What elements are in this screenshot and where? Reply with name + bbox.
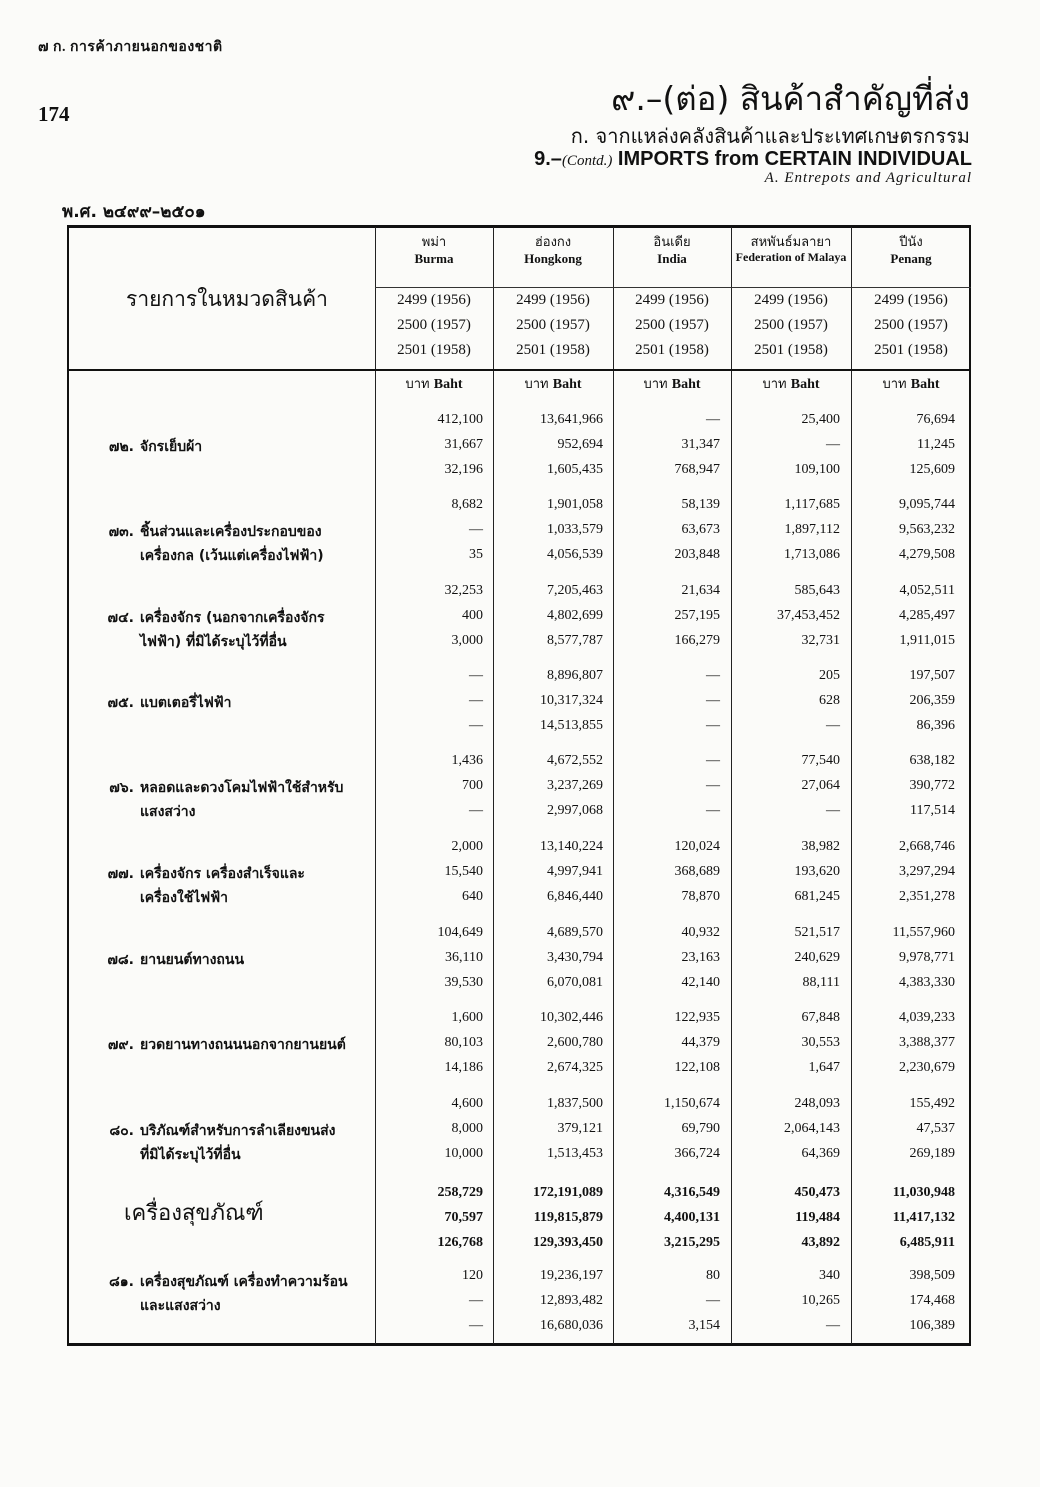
row-code: ๗๗. xyxy=(107,866,134,882)
table-cell: 12,893,482 xyxy=(540,1293,603,1308)
table-cell: 4,689,570 xyxy=(547,925,603,940)
table-cell: 120,024 xyxy=(674,839,720,854)
row-label-line: เครื่องกล (เว้นแต่เครื่องไฟฟ้า) xyxy=(140,548,324,564)
table-cell: 1,713,086 xyxy=(784,547,840,562)
table-cell: 122,935 xyxy=(674,1010,720,1025)
table-cell: 379,121 xyxy=(557,1121,603,1136)
table-cell: 4,279,508 xyxy=(899,547,955,562)
table-cell: 16,680,036 xyxy=(540,1318,603,1333)
column-divider xyxy=(613,227,614,1344)
row-label-line xyxy=(94,776,343,800)
year-label: 2500 (1957) xyxy=(516,317,590,333)
column-header-thai: พม่า xyxy=(421,235,447,250)
table-cell: 952,694 xyxy=(557,437,603,452)
table-cell: 6,070,081 xyxy=(547,975,603,990)
unit-label xyxy=(613,373,731,394)
column-header-hongkong xyxy=(493,235,613,267)
row-code: ๗๖. xyxy=(109,780,134,796)
table-cell: 768,947 xyxy=(674,462,720,477)
table-cell: 8,896,807 xyxy=(547,668,603,683)
table-row xyxy=(94,1270,348,1318)
column-header-english: Hongkong xyxy=(524,251,582,266)
unit-thai: บาท xyxy=(762,377,791,392)
table-cell: 1,837,500 xyxy=(547,1096,603,1111)
table-cell: 398,509 xyxy=(909,1268,955,1283)
table-cell: 31,347 xyxy=(681,437,720,452)
row-label-text: ยานยนต์ทางถนน xyxy=(140,952,245,968)
table-cell: 2,600,780 xyxy=(547,1035,603,1050)
row-label-line: และแสงสว่าง xyxy=(140,1298,221,1314)
table-cell: 117,514 xyxy=(910,803,955,818)
title-contd: (Contd.) xyxy=(561,153,613,169)
title-thai: ๙.–(ต่อ) สินค้าสำคัญที่ส่ง xyxy=(611,79,970,118)
table-cell: 1,605,435 xyxy=(547,462,603,477)
column-divider xyxy=(731,227,732,1344)
table-cell: — xyxy=(826,718,840,733)
year-label: 2500 (1957) xyxy=(397,317,471,333)
table-cell: 80 xyxy=(706,1268,720,1283)
table-cell: 2,351,278 xyxy=(899,889,955,904)
table-cell: 122,108 xyxy=(674,1060,720,1075)
table-row xyxy=(94,948,244,972)
table-cell: 39,530 xyxy=(444,975,483,990)
table-cell: 58,139 xyxy=(681,497,720,512)
column-header-thai: ฮ่องกง xyxy=(534,235,572,250)
table-cell: 23,163 xyxy=(681,950,720,965)
table-cell: 36,110 xyxy=(445,950,483,965)
unit-english: Baht xyxy=(433,377,463,392)
unit-thai: บาท xyxy=(524,377,553,392)
table-cell: 76,694 xyxy=(916,412,955,427)
table-cell: 77,540 xyxy=(801,753,840,768)
row-label-line: ไฟฟ้า) ที่มิได้ระบุไว้ที่อื่น xyxy=(140,634,287,650)
table-cell: 8,000 xyxy=(451,1121,483,1136)
table-cell: 13,140,224 xyxy=(540,839,603,854)
table-cell: 47,537 xyxy=(916,1121,955,1136)
header-bottom-rule xyxy=(67,369,971,371)
column-header-penang xyxy=(851,235,971,267)
table-row xyxy=(94,435,202,459)
table-cell: 3,430,794 xyxy=(547,950,603,965)
table-cell: — xyxy=(469,693,483,708)
table-cell: 3,154 xyxy=(688,1318,720,1333)
table-cell: 240,629 xyxy=(794,950,840,965)
table-cell: — xyxy=(826,803,840,818)
group-label: เครื่องสุขภัณฑ์ xyxy=(124,1201,264,1226)
table-cell: 44,379 xyxy=(681,1035,720,1050)
table-cell: 257,195 xyxy=(674,608,720,623)
table-cell: 2,997,068 xyxy=(547,803,603,818)
table-cell: 35 xyxy=(469,547,483,562)
table-cell: 9,095,744 xyxy=(899,497,955,512)
table-cell: 1,513,453 xyxy=(547,1146,603,1161)
table-cell: 193,620 xyxy=(794,864,840,879)
table-cell: 638,182 xyxy=(909,753,955,768)
table-cell: 412,100 xyxy=(437,412,483,427)
table-cell: 3,000 xyxy=(451,633,483,648)
table-cell: 9,978,771 xyxy=(899,950,955,965)
subtitle-english: A. Entrepots and Agricultural xyxy=(764,170,972,186)
table-cell: 3,297,294 xyxy=(899,864,955,879)
row-code: ๘๐. xyxy=(109,1123,134,1139)
table-cell: 31,667 xyxy=(444,437,483,452)
table-cell: 10,000 xyxy=(444,1146,483,1161)
table-cell: 174,468 xyxy=(909,1293,955,1308)
table-cell: 4,802,699 xyxy=(547,608,603,623)
table-cell: 19,236,197 xyxy=(540,1268,603,1283)
table-cell: — xyxy=(826,437,840,452)
year-label: 2499 (1956) xyxy=(635,292,709,308)
row-label-text: เครื่องจักร เครื่องสำเร็จและ xyxy=(140,866,305,882)
table-cell: 119,484 xyxy=(795,1210,840,1225)
row-code: ๗๔. xyxy=(107,610,134,626)
table-cell: 172,191,089 xyxy=(533,1185,603,1200)
column-divider xyxy=(851,227,852,1344)
table-cell: 628 xyxy=(819,693,840,708)
column-header-federation-of-malaya xyxy=(731,235,851,264)
table-cell: 2,674,325 xyxy=(547,1060,603,1075)
table-cell: — xyxy=(469,1318,483,1333)
year-label: 2501 (1958) xyxy=(516,342,590,358)
row-label-line xyxy=(94,606,325,630)
table-cell: 4,039,233 xyxy=(899,1010,955,1025)
column-divider xyxy=(375,227,376,1344)
table-cell: 681,245 xyxy=(794,889,840,904)
table-cell: 8,577,787 xyxy=(547,633,603,648)
unit-english: Baht xyxy=(671,377,701,392)
header-rule xyxy=(375,287,971,288)
year-label: 2499 (1956) xyxy=(397,292,471,308)
year-label: 2501 (1958) xyxy=(397,342,471,358)
table-row xyxy=(94,691,232,715)
title-main: IMPORTS from CERTAIN INDIVIDUAL xyxy=(617,148,972,170)
table-cell: 248,093 xyxy=(794,1096,840,1111)
unit-thai: บาท xyxy=(882,377,911,392)
row-code: ๗๒. xyxy=(108,439,134,455)
table-cell: 25,400 xyxy=(801,412,840,427)
table-cell: 119,815,879 xyxy=(533,1210,603,1225)
table-cell: 129,393,450 xyxy=(533,1235,603,1250)
table-cell: 42,140 xyxy=(681,975,720,990)
table-cell: 32,253 xyxy=(444,583,483,598)
row-label-line xyxy=(94,1119,336,1143)
table-cell: — xyxy=(706,412,720,427)
table-cell: 88,111 xyxy=(802,975,840,990)
unit-english: Baht xyxy=(790,377,820,392)
table-cell: 32,731 xyxy=(801,633,840,648)
table-cell: 368,689 xyxy=(674,864,720,879)
table-cell: 4,316,549 xyxy=(664,1185,720,1200)
table-cell: — xyxy=(706,718,720,733)
table-cell: 30,553 xyxy=(801,1035,840,1050)
unit-thai: บาท xyxy=(405,377,434,392)
chapter-heading: ๗ ก. การค้าภายนอกของชาติ xyxy=(38,40,223,55)
unit-label xyxy=(375,373,493,394)
table-cell: 120 xyxy=(462,1268,483,1283)
row-label-line xyxy=(94,862,305,886)
table-cell: 11,245 xyxy=(917,437,955,452)
table-cell: 2,064,143 xyxy=(784,1121,840,1136)
table-cell: 2,668,746 xyxy=(899,839,955,854)
table-cell: 69,790 xyxy=(681,1121,720,1136)
year-label: 2501 (1958) xyxy=(754,342,828,358)
row-label-line xyxy=(94,435,202,459)
table-cell: 14,513,855 xyxy=(540,718,603,733)
year-label: 2500 (1957) xyxy=(635,317,709,333)
table-cell: 521,517 xyxy=(794,925,840,940)
table-cell: 390,772 xyxy=(909,778,955,793)
table-cell: — xyxy=(706,693,720,708)
row-label-text: เครื่องสุขภัณฑ์ เครื่องทำความร้อน xyxy=(140,1274,348,1290)
column-header-english: Penang xyxy=(890,251,932,266)
table-cell: 3,237,269 xyxy=(547,778,603,793)
row-label-line: ที่มิได้ระบุไว้ที่อื่น xyxy=(140,1147,241,1163)
stub-header: รายการในหมวดสินค้า xyxy=(126,287,328,311)
table-cell: 80,103 xyxy=(444,1035,483,1050)
table-cell: — xyxy=(469,668,483,683)
table-cell: 1,911,015 xyxy=(899,633,955,648)
table-cell: 40,932 xyxy=(681,925,720,940)
table-cell: — xyxy=(706,1293,720,1308)
table-row xyxy=(94,520,324,568)
unit-label xyxy=(731,373,851,394)
table-cell: 126,768 xyxy=(437,1235,483,1250)
table-cell: — xyxy=(706,668,720,683)
table-cell: 11,417,132 xyxy=(892,1210,955,1225)
column-header-thai: อินเดีย xyxy=(653,235,691,250)
table-cell: 1,436 xyxy=(451,753,483,768)
table-cell: 70,597 xyxy=(444,1210,483,1225)
table-cell: 8,682 xyxy=(451,497,483,512)
table-row xyxy=(94,1119,336,1167)
table-cell: 197,507 xyxy=(909,668,955,683)
table-cell: 340 xyxy=(819,1268,840,1283)
table-cell: 125,609 xyxy=(909,462,955,477)
table-cell: — xyxy=(706,753,720,768)
row-label-line xyxy=(94,1033,346,1057)
table-cell: 700 xyxy=(462,778,483,793)
unit-english: Baht xyxy=(910,377,940,392)
table-cell: 32,196 xyxy=(444,462,483,477)
title-prefix: 9.– xyxy=(534,148,562,170)
table-row xyxy=(94,606,325,654)
table-cell: 1,033,579 xyxy=(547,522,603,537)
table-cell: 4,056,539 xyxy=(547,547,603,562)
table-cell: — xyxy=(826,1318,840,1333)
year-label: 2499 (1956) xyxy=(516,292,590,308)
column-header-burma xyxy=(375,235,493,267)
table-cell: 450,473 xyxy=(794,1185,840,1200)
title-english xyxy=(534,148,972,171)
table-cell: 4,052,511 xyxy=(899,583,955,598)
year-label: 2499 (1956) xyxy=(754,292,828,308)
table-cell: 155,492 xyxy=(909,1096,955,1111)
table-cell: 400 xyxy=(462,608,483,623)
table-cell: 4,383,330 xyxy=(899,975,955,990)
table-cell: 203,848 xyxy=(674,547,720,562)
table-cell: 4,285,497 xyxy=(899,608,955,623)
table-cell: 43,892 xyxy=(801,1235,840,1250)
table-cell: 11,557,960 xyxy=(892,925,955,940)
table-cell: 206,359 xyxy=(909,693,955,708)
table-cell: 104,649 xyxy=(437,925,483,940)
table-cell: 7,205,463 xyxy=(547,583,603,598)
table-cell: 10,317,324 xyxy=(540,693,603,708)
table-cell: — xyxy=(469,1293,483,1308)
table-cell: 109,100 xyxy=(794,462,840,477)
row-label-text: แบตเตอรี่ไฟฟ้า xyxy=(140,695,232,711)
column-header-english: Burma xyxy=(414,251,454,266)
table-cell: 269,189 xyxy=(909,1146,955,1161)
table-cell: 640 xyxy=(462,889,483,904)
subtitle-thai: ก. จากแหล่งคลังสินค้าและประเทศเกษตรกรรม xyxy=(570,124,970,148)
row-label-line xyxy=(94,1270,348,1294)
table-cell: 6,485,911 xyxy=(899,1235,955,1250)
table-cell: 10,302,446 xyxy=(540,1010,603,1025)
row-label-text: หลอดและดวงโคมไฟฟ้าใช้สำหรับ xyxy=(140,780,344,796)
row-code: ๘๑. xyxy=(108,1274,134,1290)
table-cell: 1,600 xyxy=(451,1010,483,1025)
table-cell: 67,848 xyxy=(801,1010,840,1025)
table-row xyxy=(94,776,343,824)
table-cell: 1,901,058 xyxy=(547,497,603,512)
table-cell: — xyxy=(706,803,720,818)
table-cell: 9,563,232 xyxy=(899,522,955,537)
column-header-thai: ปีนัง xyxy=(899,235,923,250)
table-cell: 3,388,377 xyxy=(899,1035,955,1050)
column-header-english: Federation of Malaya xyxy=(735,250,847,264)
table-cell: 4,400,131 xyxy=(664,1210,720,1225)
table-cell: — xyxy=(706,778,720,793)
table-cell: 13,641,966 xyxy=(540,412,603,427)
table-cell: 2,230,679 xyxy=(899,1060,955,1075)
table-cell: 1,150,674 xyxy=(664,1096,720,1111)
table-cell: 1,647 xyxy=(808,1060,840,1075)
year-label: 2500 (1957) xyxy=(874,317,948,333)
row-label-text: ชิ้นส่วนและเครื่องประกอบของ xyxy=(140,524,322,540)
row-code: ๗๕. xyxy=(107,695,134,711)
column-header-india xyxy=(613,235,731,267)
column-header-thai: สหพันธ์มลายา xyxy=(750,235,832,250)
unit-label xyxy=(493,373,613,394)
column-header-english: India xyxy=(657,251,687,266)
row-label-text: จักรเย็บผ้า xyxy=(140,439,203,455)
table-cell: 78,870 xyxy=(681,889,720,904)
table-cell: 258,729 xyxy=(437,1185,483,1200)
table-cell: 4,672,552 xyxy=(547,753,603,768)
table-cell: 585,643 xyxy=(794,583,840,598)
table-cell: 2,000 xyxy=(451,839,483,854)
table-cell: 205 xyxy=(819,668,840,683)
row-label-line: แสงสว่าง xyxy=(140,804,196,820)
column-divider xyxy=(493,227,494,1344)
table-cell: 64,369 xyxy=(801,1146,840,1161)
table-cell: 15,540 xyxy=(444,864,483,879)
table-cell: 14,186 xyxy=(444,1060,483,1075)
table-cell: 11,030,948 xyxy=(892,1185,955,1200)
table-cell: 166,279 xyxy=(674,633,720,648)
table-cell: 37,453,452 xyxy=(777,608,840,623)
table-cell: 21,634 xyxy=(681,583,720,598)
row-code: ๗๓. xyxy=(108,524,134,540)
row-label-line xyxy=(94,691,232,715)
page-number: 174 xyxy=(38,102,70,126)
row-code: ๗๙. xyxy=(107,1037,134,1053)
table-row xyxy=(94,1033,346,1057)
unit-label xyxy=(851,373,971,394)
row-code: ๗๘. xyxy=(107,952,134,968)
table-cell: 4,997,941 xyxy=(547,864,603,879)
row-label-text: ยวดยานทางถนนนอกจากยานยนต์ xyxy=(140,1037,346,1053)
table-cell: 27,064 xyxy=(801,778,840,793)
row-label-line xyxy=(94,520,324,544)
table-cell: 38,982 xyxy=(801,839,840,854)
table-cell: 1,117,685 xyxy=(784,497,840,512)
row-label-text: บริภัณฑ์สำหรับการลำเลียงขนส่ง xyxy=(140,1123,336,1139)
unit-english: Baht xyxy=(552,377,582,392)
year-label: 2499 (1956) xyxy=(874,292,948,308)
table-cell: 6,846,440 xyxy=(547,889,603,904)
table-cell: 4,600 xyxy=(451,1096,483,1111)
table-cell: 10,265 xyxy=(801,1293,840,1308)
unit-thai: บาท xyxy=(643,377,672,392)
table-cell: — xyxy=(469,522,483,537)
table-cell: — xyxy=(469,803,483,818)
row-label-line: เครื่องใช้ไฟฟ้า xyxy=(140,890,228,906)
year-label: 2501 (1958) xyxy=(874,342,948,358)
table-cell: 1,897,112 xyxy=(784,522,840,537)
table-cell: 63,673 xyxy=(681,522,720,537)
table-cell: — xyxy=(469,718,483,733)
table-row xyxy=(94,862,305,910)
table-cell: 106,389 xyxy=(909,1318,955,1333)
row-label-text: เครื่องจักร (นอกจากเครื่องจักร xyxy=(140,610,325,626)
year-label: 2501 (1958) xyxy=(635,342,709,358)
year-label: 2500 (1957) xyxy=(754,317,828,333)
row-label-line xyxy=(94,948,244,972)
table-cell: 3,215,295 xyxy=(664,1235,720,1250)
table-cell: 366,724 xyxy=(674,1146,720,1161)
years-range: พ.ศ. ๒๔๙๙–๒๕๐๑ xyxy=(62,202,206,222)
table-cell: 86,396 xyxy=(916,718,955,733)
